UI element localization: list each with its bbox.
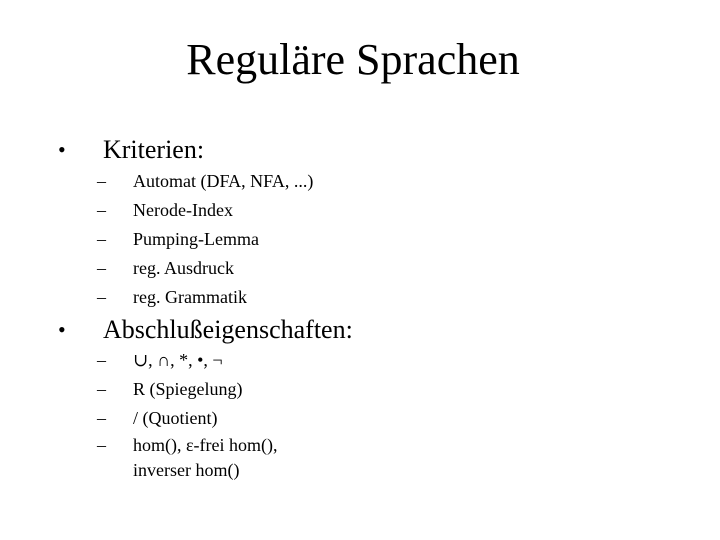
dash-marker: –: [97, 200, 106, 220]
list-item-text: reg. Ausdruck: [133, 258, 234, 278]
dash-marker: –: [97, 379, 106, 399]
dash-marker: –: [97, 287, 106, 307]
list-item-text: reg. Grammatik: [133, 287, 247, 307]
dash-marker: –: [97, 258, 106, 278]
list-item-text: hom(), ε-frei hom(),: [133, 435, 278, 455]
dash-marker: –: [97, 350, 106, 370]
dash-marker: –: [97, 408, 106, 428]
bullet-marker: •: [58, 137, 66, 162]
slide-title: Reguläre Sprachen: [186, 35, 520, 84]
list-item-text: / (Quotient): [133, 408, 218, 428]
bullet-label: Abschlußeigenschaften:: [103, 315, 353, 344]
list-item-text: Automat (DFA, NFA, ...): [133, 171, 314, 191]
list-item-text: R (Spiegelung): [133, 379, 243, 399]
list-item-text: Nerode-Index: [133, 200, 233, 220]
bullet-marker: •: [58, 317, 66, 342]
list-item-text: ∪, ∩, *, •, ¬: [133, 350, 223, 370]
list-item-text: Pumping-Lemma: [133, 229, 259, 249]
bullet-label: Kriterien:: [103, 135, 205, 164]
list-item-text: inverser hom(): [133, 460, 240, 480]
dash-marker: –: [97, 435, 106, 455]
dash-marker: –: [97, 229, 106, 249]
dash-marker: –: [97, 171, 106, 191]
